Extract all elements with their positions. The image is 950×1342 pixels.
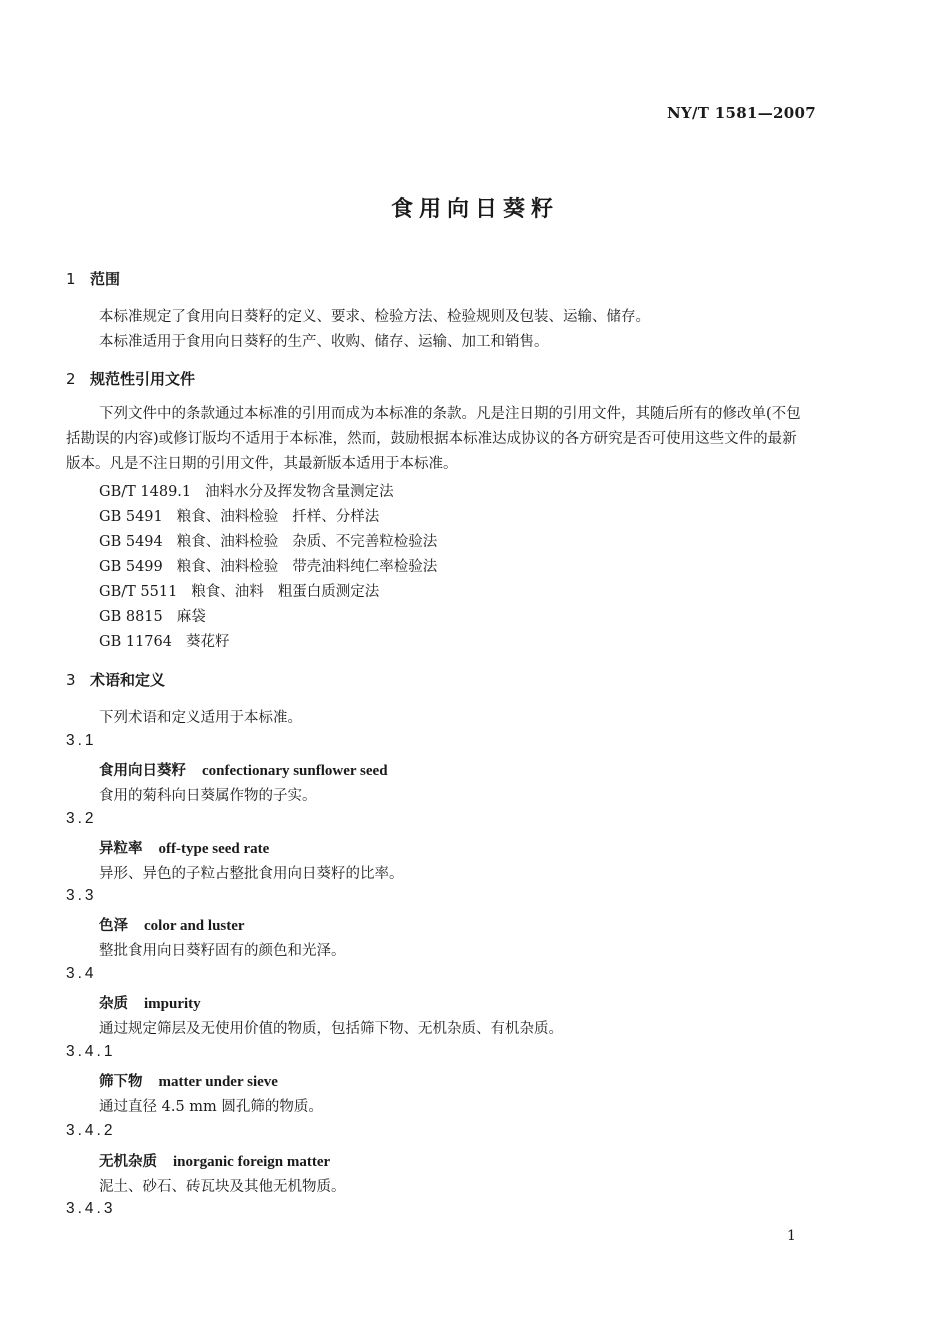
term-number: 3.1	[66, 732, 97, 749]
term-number: 3.4.2	[66, 1122, 116, 1139]
reference-code: GB 5499	[99, 559, 163, 575]
normative-intro-paragraph: 下列文件中的条款通过本标准的引用而成为本标准的条款。凡是注日期的引用文件，其随后所有的修改单(不包括勘误的内容)或修订版均不适用于本标准，然而，鼓励根据本标准达成协议的各方研究是否可使用这些文件的最新版本。凡是不注日期的引用文件，其最新版本适用于本标准。	[66, 406, 801, 472]
paragraph: 下列术语和定义适用于本标准。	[99, 710, 302, 726]
term-name	[99, 1150, 330, 1171]
page-number: 1	[787, 1228, 796, 1244]
section-heading-3	[66, 669, 165, 690]
reference-item	[99, 555, 437, 576]
term-zh: 筛下物	[99, 1073, 143, 1090]
reference-code: GB 5494	[99, 534, 163, 550]
term-name	[99, 914, 245, 935]
reference-title: 麻袋	[176, 609, 206, 625]
paragraph: 本标准规定了食用向日葵籽的定义、要求、检验方法、检验规则及包装、运输、储存。	[99, 309, 650, 325]
section-number: 3	[66, 671, 76, 689]
term-definition: 通过直径 4.5 mm 圆孔筛的物质。	[99, 1099, 323, 1115]
reference-title: 杂质、不完善粒检验法	[292, 534, 438, 550]
reference-title: 油料水分及挥发物含量测定法	[205, 484, 394, 500]
reference-code: GB/T 1489.1	[99, 484, 192, 500]
paragraph: 本标准适用于食用向日葵籽的生产、收购、储存、运输、加工和销售。	[99, 334, 549, 350]
reference-code: GB 11764	[99, 634, 172, 650]
reference-item	[99, 530, 437, 551]
standard-code: NY/T 1581—2007	[667, 104, 816, 122]
term-name	[99, 759, 388, 780]
reference-title: 粮食、油料检验	[176, 534, 279, 550]
term-en: impurity	[144, 996, 201, 1012]
section-number: 2	[66, 370, 76, 388]
term-en: off-type seed rate	[158, 841, 270, 857]
reference-title: 粗蛋白质测定法	[277, 584, 380, 600]
term-definition: 整批食用向日葵籽固有的颜色和光泽。	[99, 943, 346, 959]
term-number: 3.3	[66, 887, 97, 904]
term-number: 3.4	[66, 965, 97, 982]
term-name	[99, 992, 201, 1013]
reference-item	[99, 480, 394, 501]
term-zh: 食用向日葵籽	[99, 762, 186, 779]
reference-title: 葵花籽	[185, 634, 230, 650]
term-en: confectionary sunflower seed	[202, 763, 388, 779]
reference-code: GB/T 5511	[99, 584, 178, 600]
term-zh: 无机杂质	[99, 1153, 157, 1170]
document-title: 食用向日葵籽	[390, 196, 559, 222]
term-number: 3.4.1	[66, 1043, 116, 1060]
term-number: 3.2	[66, 810, 97, 827]
section-heading-1	[66, 268, 120, 289]
term-zh: 杂质	[99, 995, 128, 1012]
reference-code: GB 5491	[99, 509, 163, 525]
reference-item	[99, 605, 206, 626]
term-definition: 食用的菊科向日葵属作物的子实。	[99, 788, 317, 804]
term-name	[99, 1070, 278, 1091]
term-zh: 异粒率	[99, 840, 143, 857]
term-name	[99, 837, 269, 858]
section-title: 范围	[90, 270, 121, 288]
term-zh: 色泽	[99, 917, 128, 934]
reference-code: GB 8815	[99, 609, 163, 625]
section-heading-2	[66, 368, 195, 389]
reference-item	[99, 580, 379, 601]
reference-title: 粮食、油料检验	[176, 559, 279, 575]
reference-title: 带壳油料纯仁率检验法	[292, 559, 438, 575]
reference-item	[99, 630, 229, 651]
term-definition: 泥土、砂石、砖瓦块及其他无机物质。	[99, 1179, 346, 1195]
term-en: inorganic foreign matter	[173, 1154, 331, 1170]
reference-title: 粮食、油料检验	[176, 509, 279, 525]
reference-item	[99, 505, 379, 526]
section-title: 规范性引用文件	[90, 370, 196, 388]
section-title: 术语和定义	[90, 671, 166, 689]
section-number: 1	[66, 270, 76, 288]
reference-title: 扦样、分样法	[292, 509, 380, 525]
reference-title: 粮食、油料	[191, 584, 264, 600]
term-definition: 异形、异色的子粒占整批食用向日葵籽的比率。	[99, 866, 404, 882]
term-en: color and luster	[144, 918, 245, 934]
term-definition: 通过规定筛层及无使用价值的物质，包括筛下物、无机杂质、有机杂质。	[99, 1021, 563, 1037]
term-number: 3.4.3	[66, 1200, 116, 1217]
term-en: matter under sieve	[158, 1074, 278, 1090]
